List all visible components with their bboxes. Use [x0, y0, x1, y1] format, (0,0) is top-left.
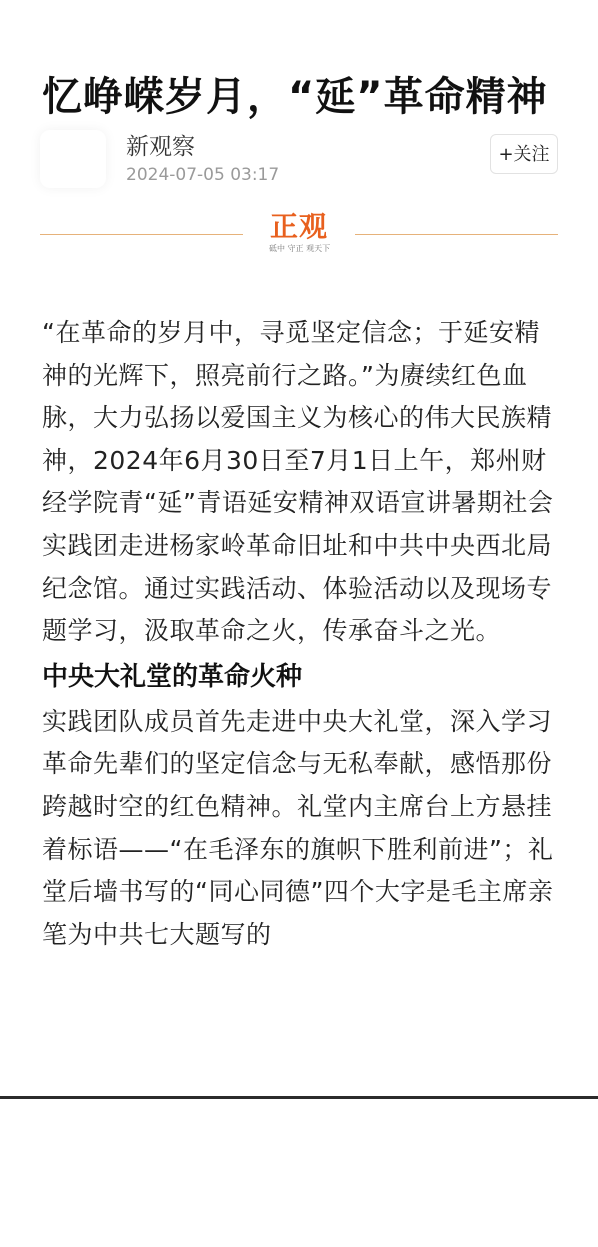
brand-logo — [269, 210, 329, 262]
blank-area — [0, 1099, 598, 1247]
author-name[interactable]: 新观察 — [126, 134, 195, 160]
brand-logo-text: 正观 — [269, 210, 328, 243]
article-body — [42, 312, 560, 956]
publish-time: 2024-07-05 03:17 — [126, 165, 280, 185]
divider-line-right — [355, 234, 558, 235]
brand-divider — [40, 210, 558, 262]
divider-line-left — [40, 234, 243, 235]
content-fade — [0, 1050, 598, 1098]
avatar[interactable] — [40, 130, 106, 188]
brand-logo-tagline: 砥中 守正 观天下 — [269, 244, 331, 253]
intro-paragraph: “在革命的岁月中，寻觅坚定信念；于延安精神的光辉下，照亮前行之路。”为赓续红色血脉，大力弘扬以爱国主义为核心的伟大民族精神，2024年6月30日至7月1日上午，郑州财经学院青“延”青语延安精神双语宣讲暑期社会实践团走进杨家岭革命旧址和中共中央西北局纪念馆。通过实践活动、体验活动以及现场专题学习，汲取革命之火，传承奋斗之光。 — [42, 318, 554, 646]
section-heading: 中央大礼堂的革命火种 — [42, 661, 303, 692]
follow-button[interactable]: +关注 — [490, 134, 558, 174]
article-title: 忆峥嵘岁月，“延”革命精神 — [42, 73, 548, 120]
section-paragraph: 实践团队成员首先走进中央大礼堂，深入学习革命先辈们的坚定信念与无私奉献，感悟那份跨越时空的红色精神。礼堂内主席台上方悬挂着标语——“在毛泽东的旗帜下胜利前进”；礼堂后墙书写的“同心同德”四个大字是毛主席亲笔为中共七大题写的 — [42, 706, 554, 949]
author-row — [40, 128, 558, 190]
